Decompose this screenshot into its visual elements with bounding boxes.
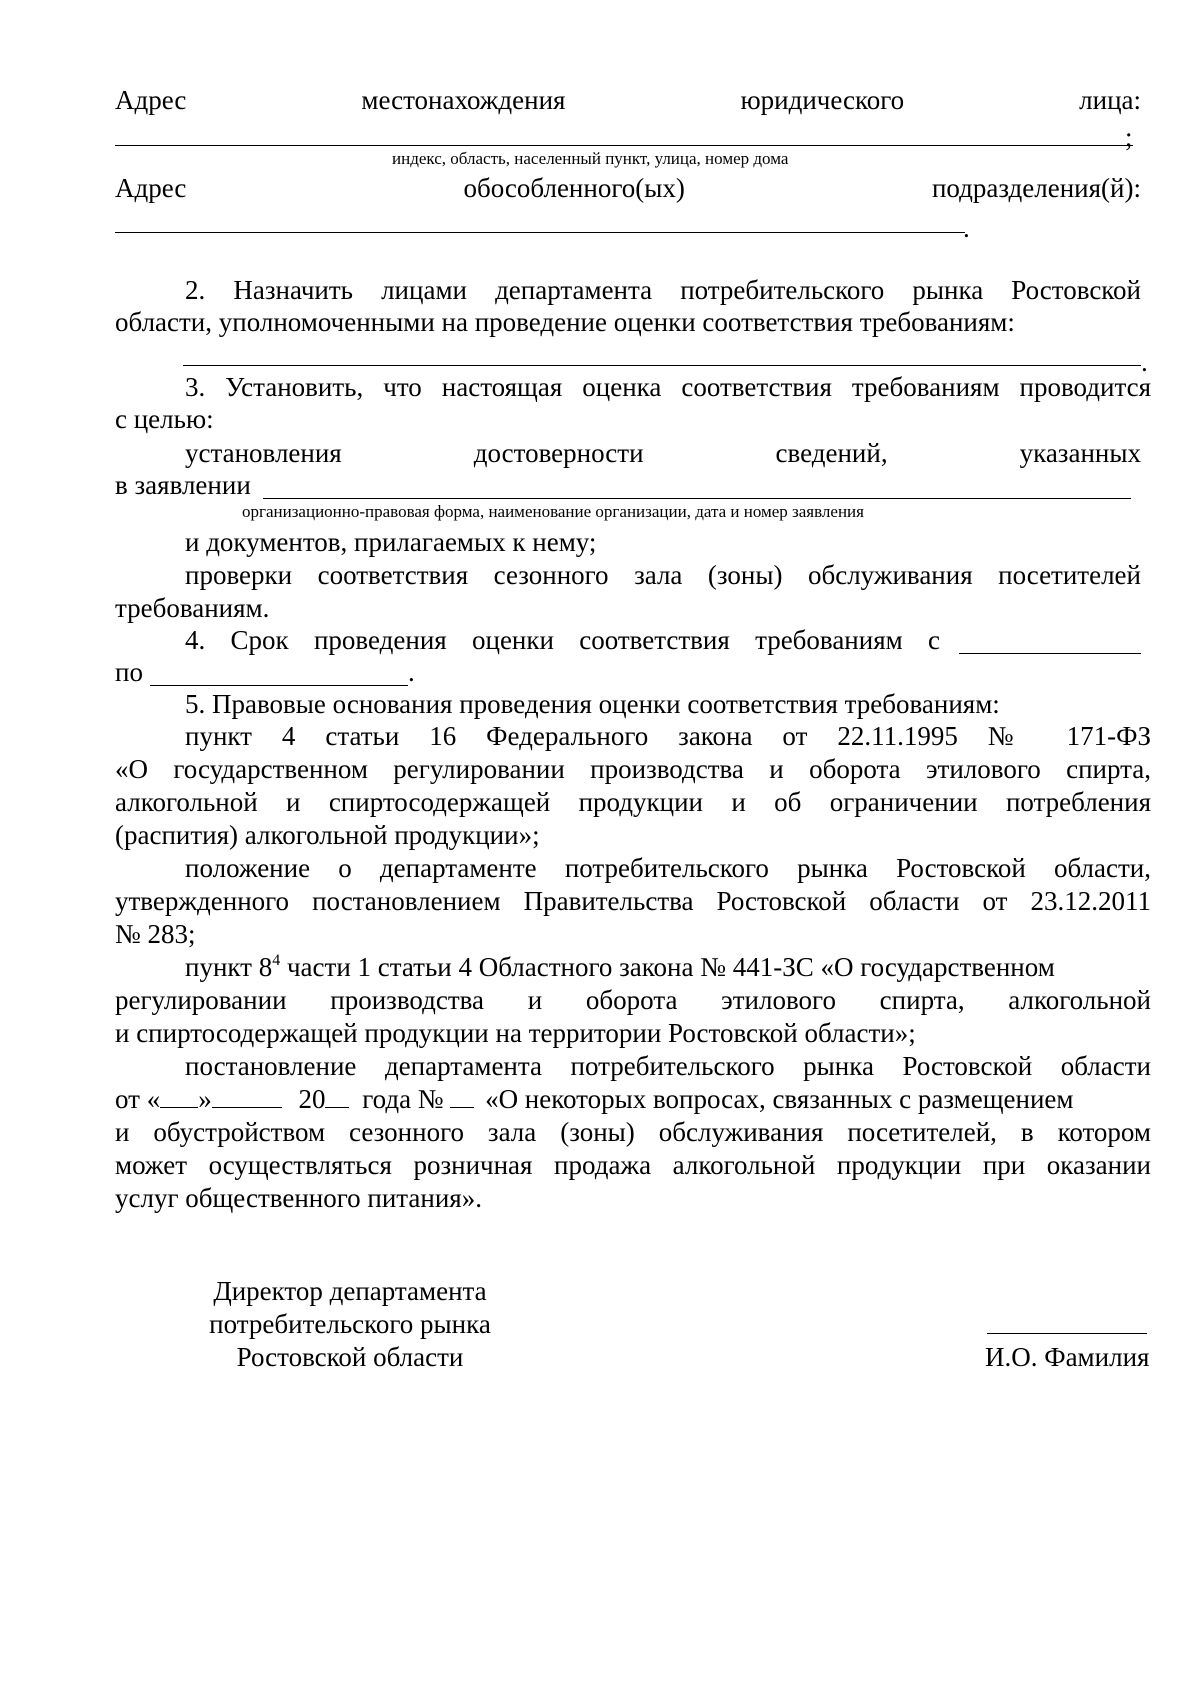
item3-purpose-word: установления bbox=[185, 438, 342, 468]
item3-purpose-line bbox=[185, 437, 1141, 469]
item5-basis4-year: 20 bbox=[298, 1084, 326, 1114]
item3-in-statement: в заявлении bbox=[115, 470, 251, 500]
item3-check-line2: требованиям. bbox=[115, 593, 270, 623]
item5-basis4-goda: года № bbox=[362, 1084, 444, 1114]
item5-basis4-line2 bbox=[115, 1083, 1074, 1115]
item5-heading: 5. Правовые основания проведения оценки соответствия требованиям: bbox=[185, 689, 1000, 719]
item5-basis1-line2: «О государственном регулировании производства и оборота этилового спирта, bbox=[115, 754, 1151, 784]
item3-statement-blank[interactable] bbox=[263, 498, 1131, 499]
item4-line1: 4. Срок проведения оценки соответствия требованиям с bbox=[185, 625, 940, 655]
signature-name: И.О. Фамилия bbox=[985, 1342, 1150, 1372]
legal-address-word: местонахождения bbox=[361, 85, 566, 115]
item3-line2: с целью: bbox=[115, 404, 214, 434]
item4-date-from-blank[interactable] bbox=[959, 653, 1141, 654]
item5-day-blank[interactable] bbox=[160, 1085, 198, 1108]
item5-year-blank[interactable] bbox=[325, 1085, 349, 1108]
item5-basis1-line3: алкогольной и спиртосодержащей продукции и об ограничении потребления bbox=[115, 787, 1151, 817]
item5-basis2-line3: № 283; bbox=[115, 919, 196, 949]
legal-address-blank[interactable] bbox=[115, 145, 1133, 146]
item5-number-blank[interactable] bbox=[450, 1085, 474, 1108]
branch-address-blank[interactable] bbox=[115, 232, 965, 233]
item5-basis3-line2: регулировании производства и оборота этилового спирта, алкогольной bbox=[115, 985, 1151, 1015]
item5-basis3-line1 bbox=[185, 951, 1151, 983]
branch-address-word: подразделения(й): bbox=[931, 173, 1141, 203]
item5-basis4-line1: постановление департамента потребительского рынка Ростовской области bbox=[185, 1051, 1151, 1081]
item5-basis3-pre: пункт 8 bbox=[185, 952, 273, 982]
signature-blank[interactable] bbox=[987, 1333, 1147, 1334]
item5-basis1-line1: пункт 4 статьи 16 Федерального закона от 22.11.1995 № 171-ФЗ bbox=[185, 721, 1151, 751]
item3-purpose-word: указанных bbox=[1019, 438, 1141, 468]
legal-address-word: юридического bbox=[740, 85, 905, 115]
item3-statement-hint: организационно-правовая форма, наименование организации, дата и номер заявления bbox=[242, 502, 864, 521]
legal-address-end-mark: ; bbox=[1125, 122, 1133, 152]
signature-position-line1: Директор департамента bbox=[213, 1276, 487, 1306]
item5-basis4-line4: может осуществляться розничная продажа алкогольной продукции при оказании bbox=[115, 1150, 1151, 1180]
item4-date-to-blank[interactable] bbox=[150, 685, 408, 686]
legal-address-word: лица: bbox=[1079, 85, 1141, 115]
branch-address-label bbox=[115, 172, 1141, 204]
item5-month-blank[interactable] bbox=[212, 1085, 282, 1108]
item5-basis3-sup: 4 bbox=[272, 952, 281, 969]
item2-line1: 2. Назначить лицами департамента потребительского рынка Ростовской bbox=[185, 275, 1141, 305]
item2-end-mark: . bbox=[1141, 347, 1148, 377]
branch-address-end-mark: . bbox=[963, 213, 970, 243]
item5-basis4-close-quote: » bbox=[198, 1084, 212, 1114]
item5-basis4-line3: и обустройством сезонного зала (зоны) обслуживания посетителей, в котором bbox=[115, 1117, 1151, 1147]
item5-basis2-line2: утвержденного постановлением Правительства Ростовской области от 23.12.2011 bbox=[115, 886, 1151, 916]
item5-basis3-post: части 1 статьи 4 Областного закона № 441-ЗС «О государственном bbox=[280, 952, 1055, 982]
branch-address-word: обособленного(ых) bbox=[463, 173, 685, 203]
item3-line1: 3. Установить, что настоящая оценка соответствия требованиям проводится bbox=[185, 372, 1151, 402]
item3-purpose-word: достоверности bbox=[473, 438, 644, 468]
item3-docs: и документов, прилагаемых к нему; bbox=[185, 527, 597, 557]
legal-address-label bbox=[115, 84, 1141, 116]
legal-address-hint: индекс, область, населенный пункт, улица, номер дома bbox=[392, 149, 789, 168]
signature-position-line2: потребительского рынка bbox=[209, 1309, 491, 1339]
item5-basis3-line3: и спиртосодержащей продукции на территории Ростовской области»; bbox=[115, 1018, 916, 1048]
item3-check-line1: проверки соответствия сезонного зала (зоны) обслуживания посетителей bbox=[185, 560, 1141, 590]
branch-address-word: Адрес bbox=[115, 173, 187, 203]
item2-line2: области, уполномоченными на проведение оценки соответствия требованиям: bbox=[115, 307, 1015, 337]
item5-basis4-ot: от « bbox=[115, 1084, 161, 1114]
item5-basis4-title: «О некоторых вопросах, связанных с размещением bbox=[485, 1084, 1074, 1114]
item5-basis1-line4: (распития) алкогольной продукции»; bbox=[115, 820, 540, 850]
item2-blank[interactable] bbox=[183, 365, 1141, 366]
item5-basis4-line5: услуг общественного питания». bbox=[115, 1183, 482, 1213]
item4-end-mark: . bbox=[408, 657, 415, 687]
item4-to: по bbox=[115, 657, 143, 687]
legal-address-word: Адрес bbox=[115, 85, 187, 115]
signature-position-line3: Ростовской области bbox=[236, 1342, 464, 1372]
item3-purpose-word: сведений, bbox=[775, 438, 888, 468]
item5-basis2-line1: положение о департаменте потребительского рынка Ростовской области, bbox=[185, 853, 1151, 883]
